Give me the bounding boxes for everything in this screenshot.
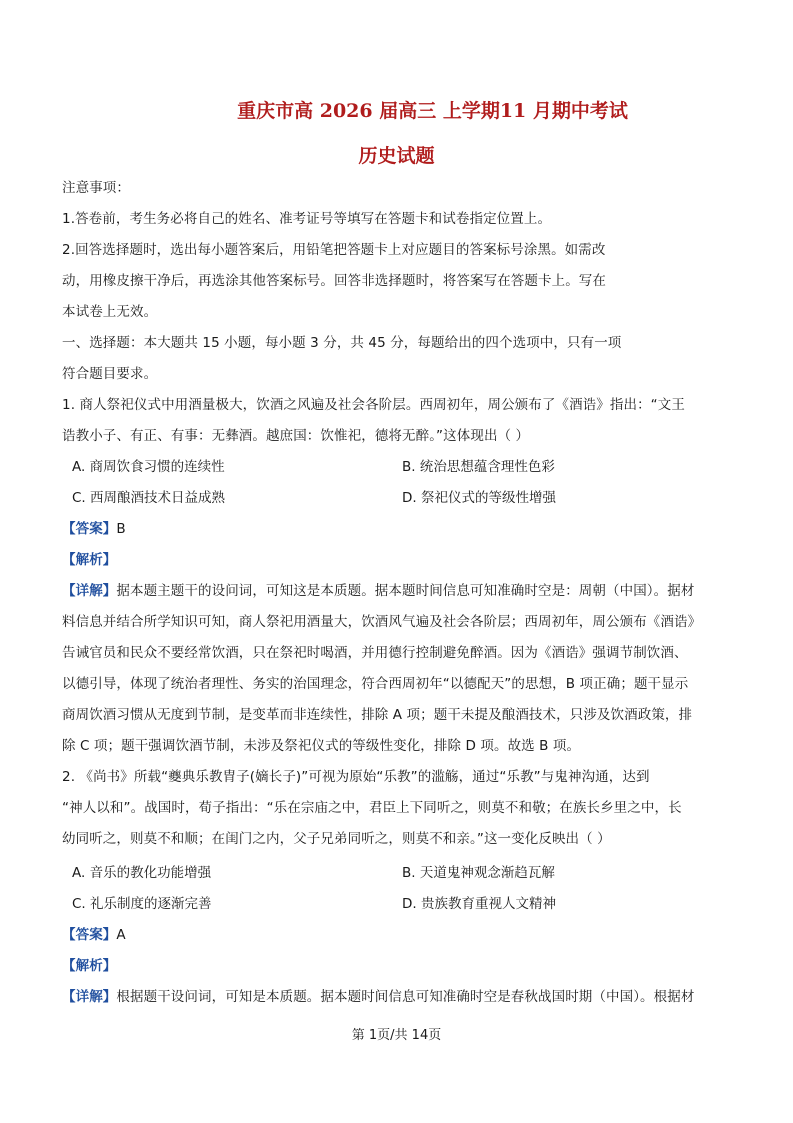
- detail-text: 据本题主题干的设问词，可知这是本质题。据本题时间信息可知准确时空是：周朝（中国）。据材: [116, 583, 695, 599]
- section-heading-line-2: 符合题目要求。: [62, 366, 158, 382]
- q1-detail-line-4: 以德引导，体现了统治者理性、务实的治国理念，符合西周初年“以德配天”的思想，B 项正确；题干显示: [62, 676, 689, 692]
- q1-option-a: A. 商周饮食习惯的连续性: [72, 459, 225, 475]
- q1-detail-line-1: [62, 581, 694, 601]
- q1-analysis-tag: [62, 550, 116, 570]
- q2-option-d: D. 贵族教育重视人文精神: [402, 896, 556, 912]
- q1-option-c: C. 西周酿酒技术日益成熟: [72, 490, 226, 506]
- notice-item-2-line-3: 本试卷上无效。: [62, 304, 158, 320]
- notice-item-2-line-2: 动，用橡皮擦干净后，再选涂其他答案标号。回答非选择题时，将答案写在答题卡上。写在: [62, 273, 606, 289]
- answer-value: B: [116, 521, 126, 537]
- detail-tag: 【详解】: [62, 989, 117, 1005]
- notice-heading: 注意事项：: [62, 180, 130, 196]
- q1-detail-line-5: 商周饮酒习惯从无度到节制，是变革而非连续性，排除 A 项；题干未提及酿酒技术，只涉及饮酒政策，排: [62, 707, 693, 723]
- q1-detail-line-3: 告诫官员和民众不要经常饮酒，只在祭祀时喝酒，并用德行控制避免醉酒。因为《酒诰》强调节制饮酒、: [62, 645, 688, 661]
- q2-option-a: A. 音乐的教化功能增强: [72, 865, 212, 881]
- q2-answer: [62, 925, 126, 945]
- q1-stem-line-2: 诰教小子、有正、有事：无彝酒。越庶国：饮惟祀，德将无醉。”这体现出（ ）: [62, 428, 530, 444]
- analysis-tag: 【解析】: [62, 552, 117, 568]
- exam-title: 重庆市高 2026 届高三 上学期11 月期中考试: [237, 100, 628, 122]
- analysis-tag: 【解析】: [62, 958, 117, 974]
- detail-tag: 【详解】: [62, 583, 117, 599]
- notice-item-1: 1.答卷前，考生务必将自己的姓名、准考证号等填写在答题卡和试卷指定位置上。: [62, 211, 552, 227]
- notice-item-2-line-1: 2.回答选择题时，选出每小题答案后，用铅笔把答题卡上对应题目的答案标号涂黑。如需改: [62, 242, 606, 258]
- section-heading-line-1: 一、选择题：本大题共 15 小题，每小题 3 分，共 45 分，每题给出的四个选项中，只有一项: [62, 335, 622, 351]
- q1-detail-line-6: 除 C 项；题干强调饮酒节制，未涉及祭祀仪式的等级性变化，排除 D 项。故选 B 项。: [62, 738, 581, 754]
- q2-detail-line-1: [62, 987, 694, 1007]
- exam-subtitle: 历史试题: [358, 145, 435, 167]
- detail-text: 根据题干设问词，可知是本质题。据本题时间信息可知准确时空是春秋战国时期（中国）。根据材: [116, 989, 695, 1005]
- q2-stem-line-3: 幼同听之，则莫不和顺；在闺门之内，父子兄弟同听之，则莫不和亲。”这一变化反映出（ ）: [62, 831, 611, 847]
- page-number: 第 1页/共 14页: [351, 1028, 442, 1043]
- answer-value: A: [116, 927, 126, 943]
- answer-tag: 【答案】: [62, 521, 117, 537]
- q2-option-b: B. 天道鬼神观念渐趋瓦解: [402, 865, 555, 881]
- q1-answer: [62, 519, 126, 539]
- q1-detail-line-2: 料信息并结合所学知识可知，商人祭祀用酒量大，饮酒风气遍及社会各阶层；西周初年，周公颁布《酒诰》: [62, 614, 702, 630]
- q1-option-d: D. 祭祀仪式的等级性增强: [402, 490, 556, 506]
- q2-stem-line-2: “神人以和”。战国时，荀子指出：“乐在宗庙之中，君臣上下同听之，则莫不和敬；在族长乡里之中，长: [62, 800, 682, 816]
- q2-analysis-tag: [62, 956, 116, 976]
- q1-option-b: B. 统治思想蕴含理性色彩: [402, 459, 555, 475]
- answer-tag: 【答案】: [62, 927, 117, 943]
- q2-option-c: C. 礼乐制度的逐渐完善: [72, 896, 212, 912]
- q1-stem-line-1: 1. 商人祭祀仪式中用酒量极大，饮酒之风遍及社会各阶层。西周初年，周公颁布了《酒诰》指出：“文王: [62, 397, 685, 413]
- q2-stem-line-1: 2. 《尚书》所载“夔典乐教胄子(嫡长子)”可视为原始“乐教”的滥觞，通过“乐教”与鬼神沟通，达到: [62, 769, 650, 785]
